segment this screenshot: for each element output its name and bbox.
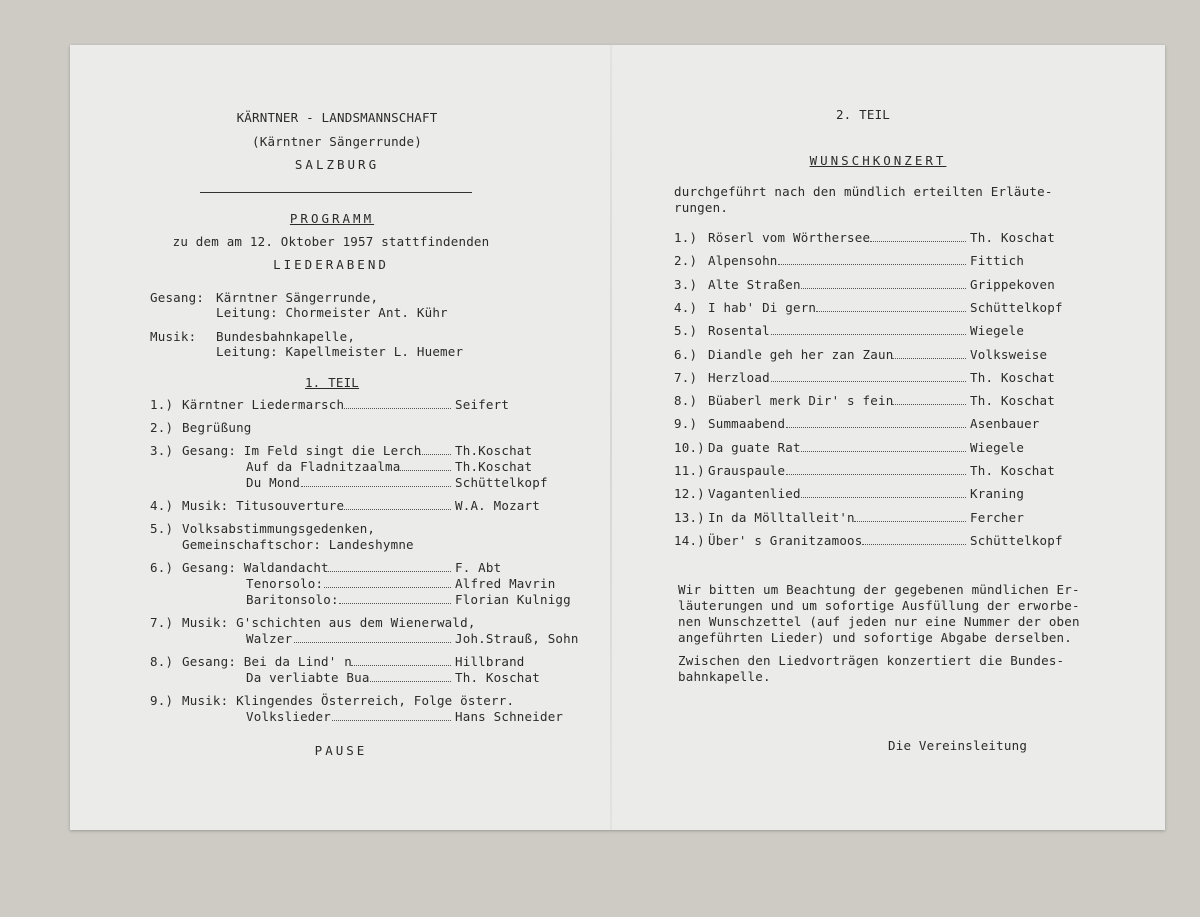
musik-text: Bundesbahnkapelle,: [216, 329, 356, 344]
item-number: 6.): [674, 346, 698, 362]
item-title: Grauspaule: [708, 463, 786, 478]
item-composer: Th.Koschat: [455, 459, 533, 474]
item-composer: Joh.Strauß, Sohn: [455, 631, 579, 646]
leader-dots: [870, 241, 966, 242]
item-number: 9.): [674, 416, 698, 432]
item-number: 10.): [674, 439, 705, 455]
leader-dots: [801, 497, 966, 498]
item-title: Auf da Fladnitzaalma: [246, 459, 401, 474]
leader-dots: [328, 571, 451, 572]
item-number: 7.): [674, 369, 698, 385]
leader-dots: [400, 470, 451, 471]
leader-dots: [420, 454, 451, 455]
org-subtitle: (Kärntner Sängerrunde): [252, 134, 422, 149]
programm-heading: PROGRAMM: [289, 211, 375, 226]
item-composer: W.A. Mozart: [455, 498, 540, 513]
note-line-5: Zwischen den Liedvorträgen konzertiert die Bundes-: [678, 653, 1065, 668]
leader-dots: [801, 451, 966, 452]
item-title: Rosental: [708, 323, 770, 339]
list-item: [150, 670, 590, 686]
item-number: 5.): [674, 323, 698, 339]
item-composer: Fittich: [970, 253, 1025, 269]
item-title: Musik: G'schichten aus dem Wienerwald,: [182, 615, 476, 630]
list-item: [674, 323, 1094, 339]
gesang-label: Gesang:: [150, 290, 205, 305]
item-title: Gesang: Waldandacht: [182, 560, 329, 575]
item-number: 7.): [150, 615, 174, 630]
part-1-heading: 1. TEIL: [304, 375, 360, 390]
list-item: [150, 420, 590, 436]
item-number: 9.): [150, 693, 174, 708]
item-composer: Florian Kulnigg: [455, 592, 571, 607]
leader-dots: [370, 681, 451, 682]
org-city: SALZBURG: [294, 157, 380, 172]
item-number: 8.): [674, 393, 698, 409]
list-item: [150, 560, 590, 576]
list-item: [674, 253, 1094, 269]
paper-fold: [610, 45, 612, 830]
item-composer: Th. Koschat: [970, 369, 1055, 385]
item-composer: Wiegele: [970, 439, 1025, 455]
item-composer: Seifert: [455, 397, 510, 412]
item-composer: Kraning: [970, 486, 1025, 502]
item-title: Büaberl merk Dir' s fein: [708, 393, 894, 409]
item-title: Alpensohn: [708, 253, 778, 269]
item-title: Da guate Rat: [708, 439, 801, 455]
musik-leitung: Leitung: Kapellmeister L. Huemer: [216, 344, 464, 359]
item-composer: Hillbrand: [455, 654, 525, 669]
list-item: [674, 370, 1094, 386]
item-title: Tenorsolo:: [246, 576, 324, 591]
item-number: 1.): [150, 397, 174, 412]
header-rule: [200, 192, 472, 193]
list-item: [150, 498, 590, 514]
leader-dots: [816, 311, 966, 312]
item-title: Herzload: [708, 369, 770, 385]
item-composer: Grippekoven: [970, 276, 1055, 292]
item-title: In da Mölltalleit'n: [708, 509, 855, 525]
list-item: [150, 475, 590, 491]
item-title: Gesang: Bei da Lind' n: [182, 654, 352, 669]
list-item: [150, 615, 590, 631]
item-number: 4.): [674, 299, 698, 315]
leader-dots: [324, 587, 451, 588]
item-number: 8.): [150, 654, 174, 669]
note-line-3: nen Wunschzettel (auf jeden nur eine Nummer der oben: [678, 614, 1080, 629]
list-item: [150, 631, 590, 647]
list-item: [674, 393, 1094, 409]
leader-dots: [332, 720, 451, 721]
leader-dots: [301, 486, 451, 487]
list-item: [674, 230, 1094, 246]
list-item: [674, 533, 1094, 549]
note-line-6: bahnkapelle.: [678, 669, 771, 684]
gesang-text: Kärntner Sängerrunde,: [216, 290, 379, 305]
list-item: [150, 537, 590, 553]
leader-dots: [771, 381, 966, 382]
item-number: 4.): [150, 498, 174, 513]
note-line-4: angeführten Lieder) und sofortige Abgabe derselben.: [678, 630, 1073, 645]
item-title: Du Mond: [246, 475, 301, 490]
item-title: Volkslieder: [246, 709, 331, 724]
pause-label: PAUSE: [314, 743, 368, 758]
list-item: [674, 300, 1094, 316]
leader-dots: [351, 665, 451, 666]
list-item: [150, 397, 590, 413]
item-title: Begrüßung: [182, 420, 252, 435]
item-number: 14.): [674, 532, 705, 548]
list-item: [150, 693, 590, 709]
item-composer: Alfred Mavrin: [455, 576, 556, 591]
leader-dots: [344, 509, 451, 510]
item-title: I hab' Di gern: [708, 299, 817, 315]
item-number: 3.): [150, 443, 174, 458]
leader-dots: [344, 408, 451, 409]
program-sheet: [70, 45, 1165, 830]
item-number: 12.): [674, 486, 705, 502]
item-title: Da verliabte Bua: [246, 670, 370, 685]
list-item: [150, 459, 590, 475]
item-composer: Hans Schneider: [455, 709, 564, 724]
leader-dots: [862, 544, 966, 545]
item-number: 1.): [674, 230, 698, 245]
item-number: 2.): [150, 420, 174, 435]
list-item: [674, 486, 1094, 502]
leader-dots: [294, 642, 451, 643]
leader-dots: [892, 358, 966, 359]
list-item: [150, 576, 590, 592]
item-composer: F. Abt: [455, 560, 502, 575]
item-composer: Th. Koschat: [970, 393, 1055, 409]
list-item: [674, 416, 1094, 432]
item-number: 5.): [150, 521, 174, 536]
item-number: 11.): [674, 463, 705, 478]
org-title: KÄRNTNER - LANDSMANNSCHAFT: [236, 110, 438, 125]
list-item: [150, 709, 590, 725]
item-title: Alte Straßen: [708, 276, 801, 292]
wunschkonzert-heading: WUNSCHKONZERT: [809, 153, 947, 168]
item-number: 2.): [674, 253, 698, 269]
intro-line-2: rungen.: [674, 200, 729, 215]
note-line-2: läuterungen und um sofortige Ausfüllung der erworbe-: [678, 598, 1080, 613]
leader-dots: [892, 404, 966, 405]
list-item: [150, 592, 590, 608]
leader-dots: [771, 334, 966, 335]
item-composer: Schüttelkopf: [970, 532, 1063, 548]
item-title: Musik: Klingendes Österreich, Folge österr.: [182, 693, 515, 708]
item-composer: Th. Koschat: [455, 670, 540, 685]
leader-dots: [786, 427, 966, 428]
item-title: Summaabend: [708, 416, 786, 432]
leader-dots: [854, 521, 966, 522]
gesang-leitung: Leitung: Chormeister Ant. Kühr: [216, 305, 448, 320]
item-number: 3.): [674, 276, 698, 292]
list-item: [674, 463, 1094, 479]
item-composer: Asenbauer: [970, 416, 1040, 432]
item-title: Baritonsolo:: [246, 592, 339, 607]
leader-dots: [339, 603, 451, 604]
item-title: Vagantenlied: [708, 486, 801, 502]
item-composer: Schüttelkopf: [970, 299, 1063, 315]
event-title: LIEDERABEND: [273, 257, 389, 272]
date-line: zu dem am 12. Oktober 1957 stattfindenden: [172, 234, 490, 249]
item-title: Kärntner Liedermarsch: [182, 397, 345, 412]
item-title: Über' s Granitzamoos: [708, 532, 863, 548]
item-title: Gemeinschaftschor: Landeshymne: [182, 537, 414, 552]
part-2-heading: 2. TEIL: [835, 107, 891, 122]
leader-dots: [778, 264, 966, 265]
intro-line-1: durchgeführt nach den mündlich erteilten Erläute-: [674, 184, 1053, 199]
note-line-1: Wir bitten um Beachtung der gegebenen mündlichen Er-: [678, 582, 1080, 597]
signature: Die Vereinsleitung: [888, 738, 1028, 753]
item-composer: Wiegele: [970, 323, 1025, 339]
item-composer: Fercher: [970, 509, 1025, 525]
item-composer: Schüttelkopf: [455, 475, 548, 490]
item-number: 13.): [674, 509, 705, 525]
list-item: [674, 440, 1094, 456]
item-title: Gesang: Im Feld singt die Lerch: [182, 443, 422, 458]
item-number: 6.): [150, 560, 174, 575]
list-item: [674, 347, 1094, 363]
leader-dots: [801, 288, 966, 289]
leader-dots: [786, 474, 966, 475]
item-title: Röserl vom Wörthersee: [708, 230, 871, 245]
item-composer: Volksweise: [970, 346, 1048, 362]
list-item: [150, 654, 590, 670]
list-item: [150, 521, 590, 537]
item-title: Musik: Titusouverture: [182, 498, 345, 513]
item-composer: Th.Koschat: [455, 443, 533, 458]
item-composer: Th. Koschat: [970, 230, 1055, 245]
item-title: Walzer: [246, 631, 293, 646]
list-item: [674, 277, 1094, 293]
item-composer: Th. Koschat: [970, 463, 1055, 478]
musik-label: Musik:: [150, 329, 197, 344]
list-item: [150, 443, 590, 459]
list-item: [674, 510, 1094, 526]
item-title: Volksabstimmungsgedenken,: [182, 521, 376, 536]
item-title: Diandle geh her zan Zaun: [708, 346, 894, 362]
